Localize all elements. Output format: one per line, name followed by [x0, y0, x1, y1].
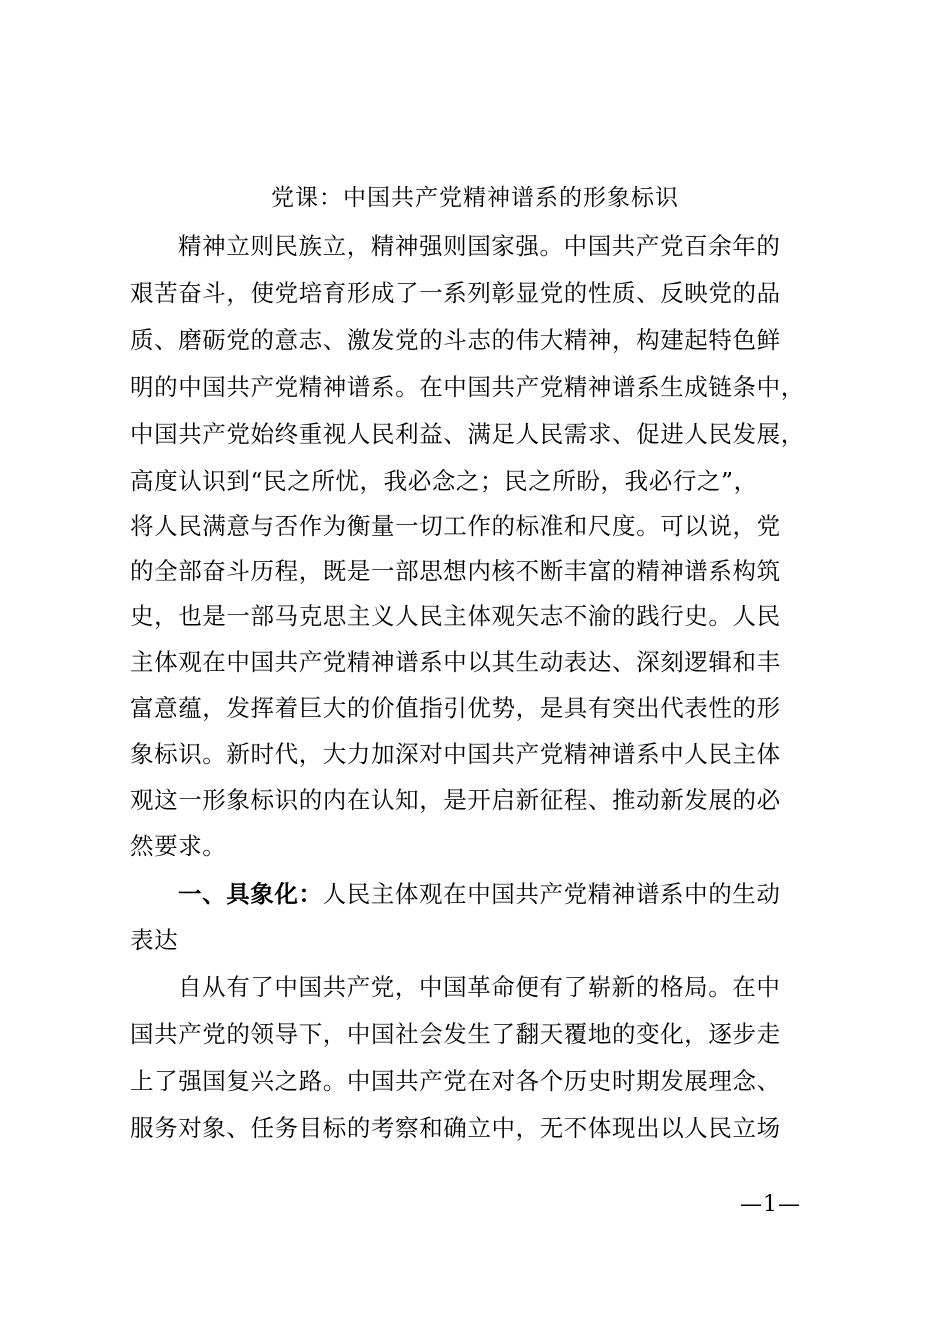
paragraph-line: 的全部奋斗历程，既是一部思想内核不断丰富的精神谱系构筑	[130, 557, 781, 585]
paragraph-line: 明的中国共产党精神谱系。在中国共产党精神谱系生成链条中，	[130, 373, 805, 401]
paragraph-line: 观这一形象标识的内在认知，是开启新征程、推动新发展的必	[130, 786, 781, 814]
paragraph-line: 史，也是一部马克思主义人民主体观矢志不渝的践行史。人民	[130, 602, 781, 630]
section-heading-text: 人民主体观在中国共产党精神谱系中的生动	[322, 880, 781, 908]
paragraph-line: 中国共产党始终重视人民利益、满足人民需求、促进人民发展，	[130, 420, 805, 448]
paragraph-line: 服务对象、任务目标的考察和确立中，无不体现出以人民立场	[130, 1114, 781, 1142]
paragraph-line: 自从有了中国共产党，中国革命便有了崭新的格局。在中	[178, 973, 781, 1001]
paragraph-line: 富意蕴，发挥着巨大的价值指引优势，是具有突出代表性的形	[130, 694, 781, 722]
paragraph-line: 然要求。	[130, 832, 227, 860]
paragraph-line: 将人民满意与否作为衡量一切工作的标准和尺度。可以说，党	[130, 512, 781, 540]
section-heading-label: 一、具象化：	[178, 880, 323, 908]
paragraph-line: 高度认识到“民之所忧，我必念之；民之所盼，我必行之”，	[130, 467, 758, 495]
section-heading-continuation: 表达	[130, 926, 179, 954]
paragraph-line: 精神立则民族立，精神强则国家强。中国共产党百余年的	[178, 232, 781, 260]
paragraph-line: 艰苦奋斗，使党培育形成了一系列彰显党的性质、反映党的品	[130, 279, 781, 307]
page-title: 党课：中国共产党精神谱系的形象标识	[271, 185, 679, 211]
paragraph-line: 国共产党的领导下，中国社会发生了翻天覆地的变化，逐步走	[130, 1020, 781, 1048]
paragraph-line: 主体观在中国共产党精神谱系中以其生动表达、深刻逻辑和丰	[130, 648, 781, 676]
paragraph-line: 质、磨砺党的意志、激发党的斗志的伟大精神，构建起特色鲜	[130, 326, 781, 354]
page-number: —1—	[740, 1192, 801, 1217]
paragraph-line: 象标识。新时代，大力加深对中国共产党精神谱系中人民主体	[130, 740, 781, 768]
paragraph-line: 上了强国复兴之路。中国共产党在对各个历史时期发展理念、	[130, 1067, 781, 1095]
section-heading	[178, 876, 781, 912]
